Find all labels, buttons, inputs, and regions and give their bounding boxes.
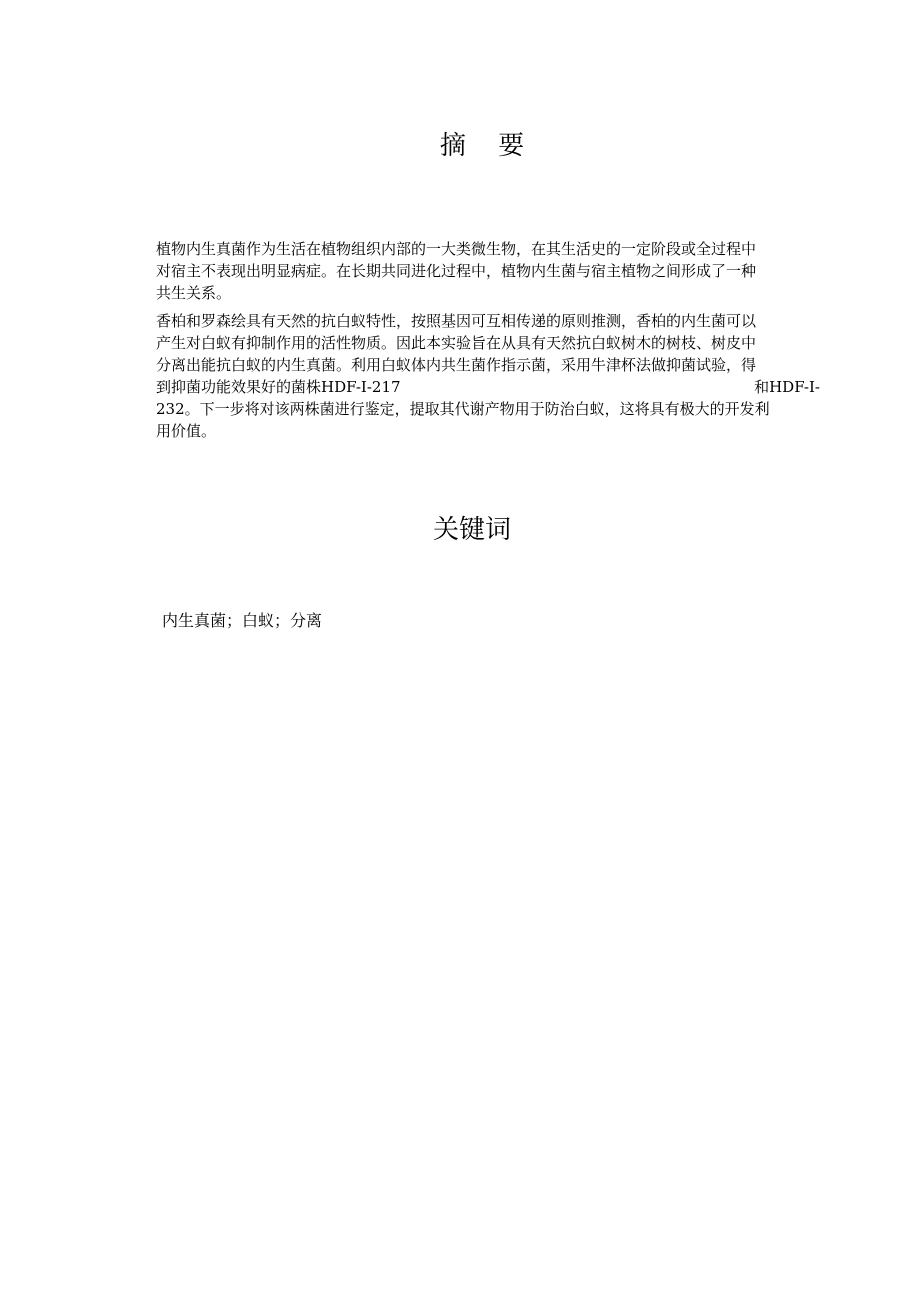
abstract-line-split	[156, 376, 820, 398]
abstract-line: 产生对白蚁有抑制作用的活性物质。因此本实验旨在从具有天然抗白蚁树木的树枝、树皮中	[156, 334, 757, 352]
strain-left-text: 到抑菌功能效果好的菌株HDF-I-217	[156, 378, 401, 396]
abstract-line: 对宿主不表现出明显病症。在长期共同进化过程中，植物内生菌与宿主植物之间形成了一种	[156, 262, 757, 280]
abstract-line: 232。下一步将对该两株菌进行鉴定，提取其代谢产物用于防治白蚁，这将具有极大的开发利	[156, 400, 770, 418]
abstract-body	[156, 238, 820, 448]
abstract-line: 共生关系。	[156, 284, 232, 302]
abstract-paragraph-2	[156, 310, 820, 442]
abstract-line: 香柏和罗森绘具有天然的抗白蚁特性，按照基因可互相传递的原则推测，香柏的内生菌可以	[156, 312, 757, 330]
abstract-line: 植物内生真菌作为生活在植物组织内部的一大类微生物，在其生活史的一定阶段或全过程中	[156, 240, 757, 258]
abstract-line: 用价值。	[156, 422, 217, 440]
abstract-title: 摘 要	[439, 131, 537, 161]
abstract-line: 分离出能抗白蚁的内生真菌。利用白蚁体内共生菌作指示菌，采用牛津杯法做抑菌试验，得	[156, 356, 757, 374]
keywords-title: 关键词	[432, 515, 511, 545]
abstract-paragraph-1	[156, 238, 820, 304]
keywords-text: 内生真菌；白蚁；分离	[162, 611, 323, 630]
strain-right-text: 和HDF-I-	[754, 378, 820, 396]
